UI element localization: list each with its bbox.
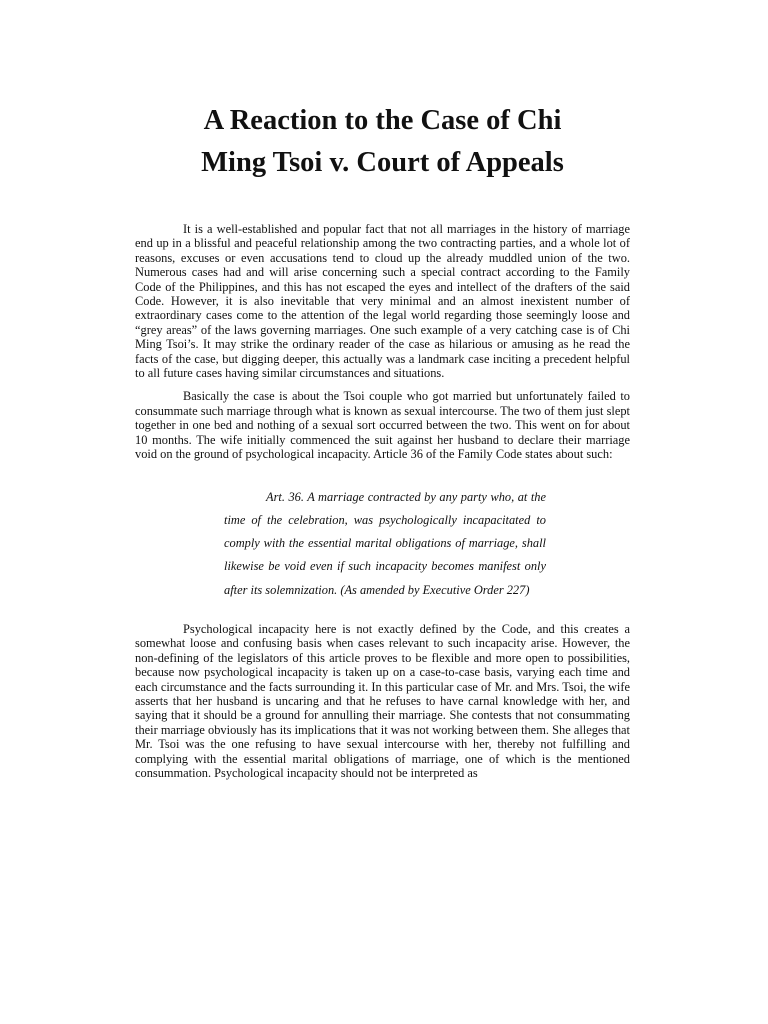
article-36-quote: Art. 36. A marriage contracted by any party who, at the time of the celebration, was psychologically incapacitated to comply with the essential marital obligations of marriage, shall likewise be void even if such incapacity becomes manifest only after its solemnization. (As amended by Executive Order 227) [224,489,546,597]
document-body [135,222,630,780]
paragraph-introduction: It is a well-established and popular fact that not all marriages in the history of marriage end up in a blissful and peaceful relationship among the two contracting parties, and a whole lot of reasons, excuses or even accusations tend to cloud up the already muddled union of the two. Numerous cases had and will arise concerning such a special contract according to the Family Code of the Philippines, and this has not escaped the eyes and intellect of the drafters of the said Code. However, it is also inevitable that very minimal and an almost inexistent number of extraordinary cases come to the attention of the legal world regarding those seemingly loose and “grey areas” of the laws governing marriages. One such example of a very catching case is of Chi Ming Tsoi’s. It may strike the ordinary reader of the case as hilarious or amusing as he read the facts of the case, but digging deeper, this actually was a landmark case inciting a precedent helpful to all future cases having similar circumstances and situations. [135,222,630,381]
paragraph-case-summary: Basically the case is about the Tsoi couple who got married but unfortunately failed to consummate such marriage through what is known as sexual intercourse. The two of them just slept together in one bed and nothing of a sexual sort occurred between the two. This went on for about 10 months. The wife initially commenced the suit against her husband to declare their marriage void on the ground of psychological incapacity. Article 36 of the Family Code states about such: [135,389,630,462]
document-title [135,100,630,184]
document-page [135,100,630,789]
title-line-2: Ming Tsoi v. Court of Appeals [201,147,564,178]
paragraph-psychological-incapacity: Psychological incapacity here is not exactly defined by the Code, and this creates a somewhat loose and confusing basis when cases relevant to such incapacity arise. However, the non-defining of the legislators of this article proves to be flexible and more open to possibilities, because now psychological incapacity is taken up on a case-to-case basis, varying each time and each circumstance and the facts surrounding it. In this particular case of Mr. and Mrs. Tsoi, the wife asserts that her husband is uncaring and that he refuses to have carnal knowledge with her, and saying that it should be a ground for annulling their marriage. She contests that not consummating their marriage obviously has its implications that it was not working between them. She alleges that Mr. Tsoi was the one refusing to have sexual intercourse with her, thereby not fulfilling and complying with the essential marital obligations of marriage, one of which is the mentioned consummation. Psychological incapacity should not be interpreted as [135,621,630,781]
title-line-1: A Reaction to the Case of Chi [203,105,562,136]
